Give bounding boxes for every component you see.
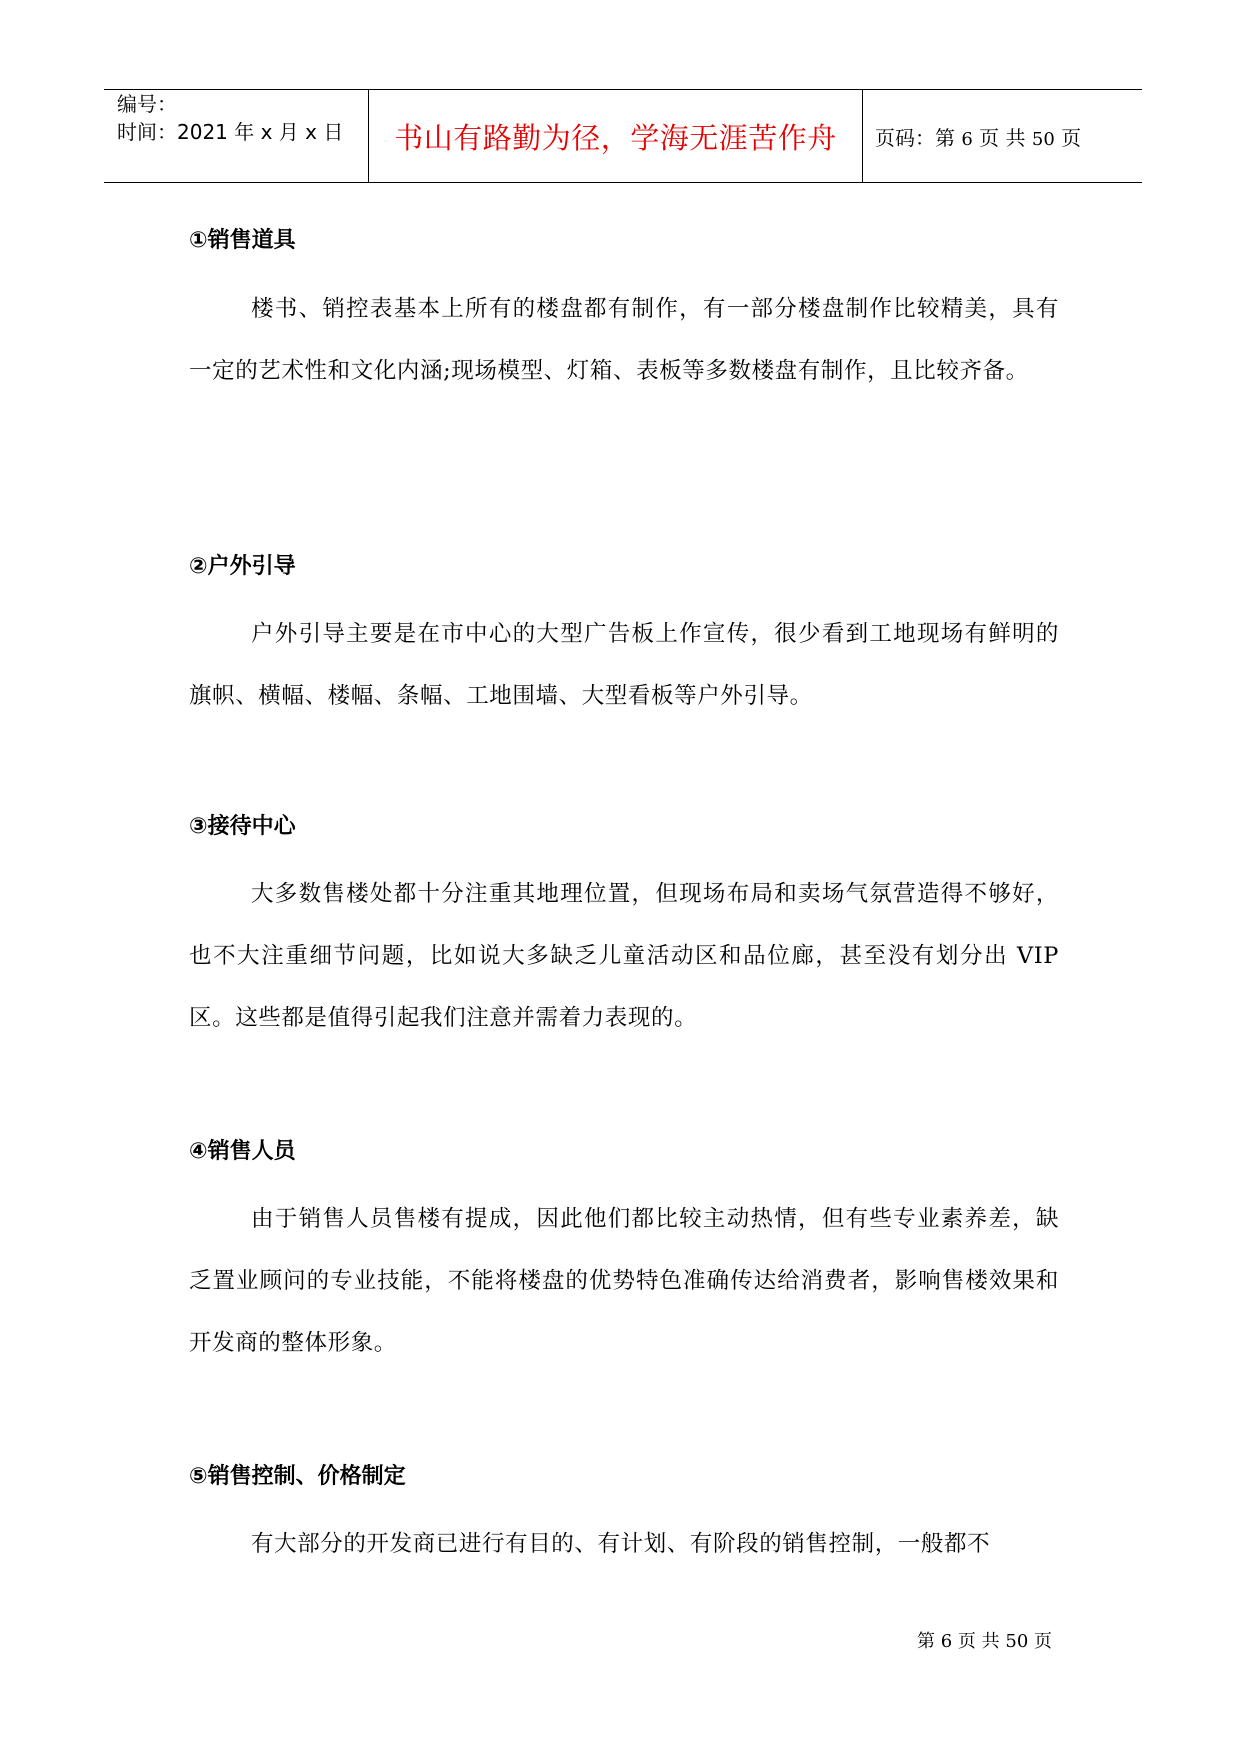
page-footer: 第 6 页 共 50 页 [917,1631,1052,1652]
serial-number-label: 编号： [117,92,177,116]
section-paragraph: 由于销售人员售楼有提成，因此他们都比较主动热情，但有些专业素养差，缺乏置业顾问的专业技能，不能将楼盘的优势特色准确传达给消费者，影响售楼效果和开发商的整体形象。 [189,1206,1059,1356]
section-heading: ①销售道具 [189,228,296,253]
section-paragraph: 有大部分的开发商已进行有目的、有计划、有阶段的销售控制，一般都不 [251,1531,991,1557]
page-code-prefix: 页码：第 [875,125,962,150]
page-code-suffix: 页 [1054,125,1082,150]
document-time: 时间：2021 年 x 月 x 日 [117,120,344,144]
section-heading: ④销售人员 [189,1139,296,1164]
section-heading: ⑤销售控制、价格制定 [189,1464,406,1489]
page-code [875,122,1081,151]
header-page-code-cell [863,90,1142,182]
motto-text: 书山有路勤为径，学海无涯苦作舟 [394,120,837,155]
section-paragraph: 户外引导主要是在市中心的大型广告板上作宣传，很少看到工地现场有鲜明的旗帜、横幅、楼幅、条幅、工地围墙、大型看板等户外引导。 [189,621,1059,709]
page-code-current: 6 [961,128,973,150]
page-header [104,89,1142,183]
section-heading: ③接待中心 [189,814,296,839]
header-motto-cell [369,90,863,182]
header-meta-cell [104,90,369,182]
page-code-middle: 页 共 [972,125,1032,150]
page-code-total: 50 [1031,128,1055,150]
section-paragraph: 大多数售楼处都十分注重其地理位置，但现场布局和卖场气氛营造得不够好，也不大注重细节问题，比如说大多缺乏儿童活动区和品位廊，甚至没有划分出 VIP 区。这些都是值得引起我们注意并需着力表现的。 [189,881,1059,1031]
section-paragraph: 楼书、销控表基本上所有的楼盘都有制作，有一部分楼盘制作比较精美，具有一定的艺术性和文化内涵;现场模型、灯箱、表板等多数楼盘有制作，且比较齐备。 [189,296,1059,384]
section-heading: ②户外引导 [189,554,296,579]
